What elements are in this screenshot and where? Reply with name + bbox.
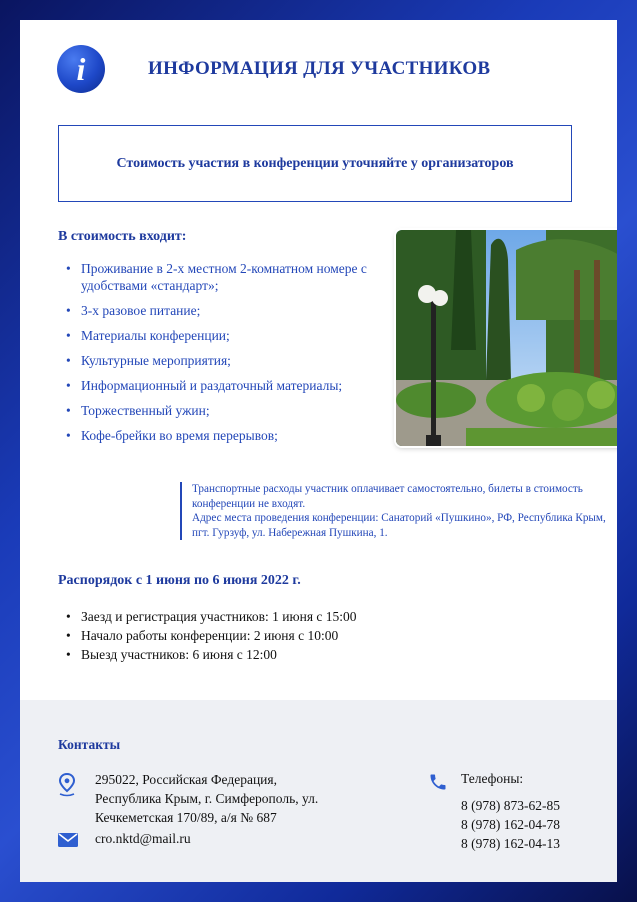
list-item: • Выезд участников: 6 июня с 12:00 [66, 645, 357, 664]
location-pin-icon [58, 773, 76, 797]
info-icon: i [57, 45, 105, 93]
phone-list [461, 796, 560, 853]
schedule-heading: Распорядок с 1 июня по 6 июня 2022 г. [58, 573, 301, 588]
address-line: Республика Крым, г. Симферополь, ул. [95, 791, 319, 806]
address-line: 295022, Российская Федерация, [95, 772, 277, 787]
list-item: • Культурные мероприятия; [66, 352, 386, 369]
phone-number[interactable]: 8 (978) 873-62-85 [461, 798, 560, 813]
venue-address-text: Адрес места проведения конференции: Санаторий «Пушкино», РФ, Республика Крым, пгт. Гурзуф, ул. Набережная Пушкина, 1. [192, 512, 606, 539]
price-notice-box [58, 125, 572, 202]
list-item: • Проживание в 2-х местном 2-комнатном номере с удобствами «стандарт»; [66, 260, 386, 294]
phone-number[interactable]: 8 (978) 162-04-13 [461, 836, 560, 851]
schedule-list [66, 607, 357, 664]
phone-icon [428, 772, 448, 792]
transport-text: Транспортные расходы участник оплачивает самостоятельно, билеты в стоимость конференции не входят. [192, 483, 583, 510]
list-item: • Информационный и раздаточный материалы; [66, 377, 386, 394]
page-title: ИНФОРМАЦИЯ ДЛЯ УЧАСТНИКОВ [148, 58, 491, 79]
list-item: • Начало работы конференции: 2 июня с 10:00 [66, 626, 357, 645]
mail-icon [58, 833, 78, 847]
postal-address [95, 770, 365, 827]
header [20, 20, 617, 120]
list-item: • Заезд и регистрация участников: 1 июня с 15:00 [66, 607, 357, 626]
email-link[interactable]: cro.nktd@mail.ru [95, 831, 191, 846]
document-page [20, 20, 617, 882]
phones-label: Телефоны: [461, 771, 524, 786]
list-item: • Материалы конференции; [66, 327, 386, 344]
list-item: • Торжественный ужин; [66, 402, 386, 419]
phone-number[interactable]: 8 (978) 162-04-78 [461, 817, 560, 832]
transport-note [180, 482, 612, 540]
contacts-footer [20, 700, 617, 882]
park-photo [396, 230, 617, 446]
list-item: • 3-х разовое питание; [66, 302, 386, 319]
contacts-heading: Контакты [58, 737, 121, 752]
park-photo-image [396, 230, 617, 446]
address-line: Кечкеметская 170/89, а/я № 687 [95, 810, 277, 825]
price-notice-text: Стоимость участия в конференции уточняйте у организаторов [116, 155, 514, 171]
included-heading: В стоимость входит: [58, 229, 187, 244]
included-list [66, 260, 386, 452]
list-item: • Кофе-брейки во время перерывов; [66, 427, 386, 444]
